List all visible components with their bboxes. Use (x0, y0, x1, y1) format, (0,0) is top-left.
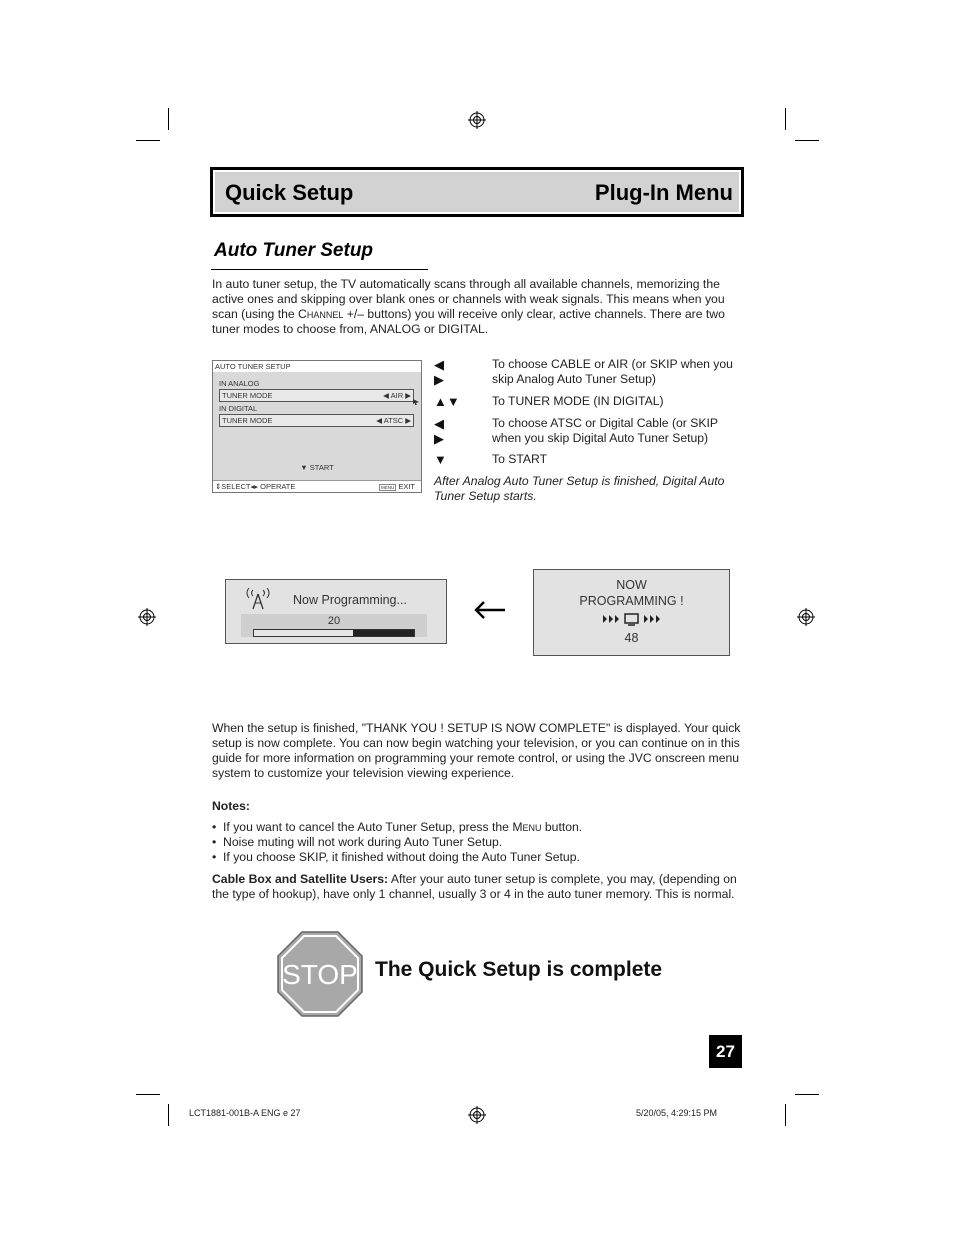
menu-word: Menu (512, 820, 542, 834)
progress-bar-fill (353, 630, 414, 636)
osd-digital-label: IN DIGITAL (219, 404, 258, 413)
antenna-icon (244, 588, 272, 610)
digital-programming-screen (225, 579, 447, 644)
after-analog-note: After Analog Auto Tuner Setup is finished, Digital Auto Tuner Setup starts. (434, 474, 725, 503)
intro-text: +/– buttons) you will receive only clear, active channels. There are two tuner modes to choose from, ANALOG or DIGITAL. (212, 307, 725, 336)
instruction-text: To START (492, 452, 548, 466)
osd-analog-label: IN ANALOG (219, 379, 260, 388)
osd-analog-value: ◀ AIR ▶ (383, 391, 411, 400)
section-divider (211, 269, 428, 270)
page-header (210, 167, 744, 217)
updown-arrow-icon: ⇕ (215, 482, 222, 491)
auto-tuner-osd (212, 360, 422, 493)
now-label: NOW (616, 578, 647, 592)
crop-mark (136, 140, 160, 141)
footer-left: LCT1881-001B-A ENG e 27 (189, 1108, 301, 1118)
crop-mark (785, 1104, 786, 1126)
note-item: • If you choose SKIP, it finished without doing the Auto Tuner Setup. (212, 850, 580, 864)
instruction-text: To TUNER MODE (IN DIGITAL) (492, 394, 664, 408)
registration-mark-icon (797, 608, 815, 626)
analog-channel-number: 48 (624, 631, 639, 645)
cable-satellite-note (212, 872, 744, 902)
progress-bar (253, 629, 415, 637)
osd-start-label: START (309, 463, 334, 472)
programming-label: PROGRAMMING ! (579, 594, 684, 608)
osd-digital-tuner-row[interactable] (219, 414, 414, 427)
cable-note-label: Cable Box and Satellite Users: (212, 872, 389, 886)
registration-mark-icon (468, 1106, 486, 1124)
crop-mark (795, 140, 819, 141)
instruction-text: To choose CABLE or AIR (or SKIP when you skip Analog Auto Tuner Setup) (492, 357, 733, 386)
osd-title: AUTO TUNER SETUP (213, 361, 421, 372)
osd-exit-label: EXIT (398, 482, 415, 491)
left-arrow-icon (474, 600, 506, 620)
instruction-text: To choose ATSC or Digital Cable (or SKIP when you skip Digital Auto Tuner Setup) (492, 416, 718, 445)
osd-digital-value: ◀ ATSC ▶ (376, 416, 411, 425)
stop-sign-text: STOP (282, 959, 358, 990)
complete-paragraph: When the setup is finished, "THANK YOU ! SETUP IS NOW COMPLETE" is displayed. Your quick setup is now complete. You can now begin watching your television, or you can continue on in this guide for more information on programming your remote control, or using the JVC onscreen menu system to customize your television viewing experience. (212, 721, 741, 780)
left-right-arrow-icon: ◀ ▶ (434, 416, 444, 446)
osd-analog-value-text: AIR (390, 391, 404, 400)
cable-note-text: After your auto tuner setup is complete, you may, (depending on the type of hookup), have only 1 channel, usually 3 or 4 in the auto tuner memory. This is normal. (212, 872, 737, 901)
programming-panel (241, 614, 427, 637)
crop-mark (136, 1094, 160, 1095)
osd-start[interactable]: ▼ START (300, 463, 334, 472)
intro-text: In auto tuner setup, the TV automatically scans through all available channels, memorizing the active ones and skipping over blank ones or channels with weak signals. This means when you scan (using the (212, 277, 725, 321)
osd-tuner-mode-label: TUNER MODE (222, 391, 273, 400)
note-item: • If you want to cancel the Auto Tuner Setup, press the Menu button. (212, 820, 583, 834)
registration-mark-icon (468, 111, 486, 129)
osd-digital-value-text: ATSC (383, 416, 404, 425)
osd-analog-tuner-row[interactable] (219, 389, 414, 402)
header-left-title: Quick Setup (225, 180, 354, 205)
analog-programming-screen (533, 569, 730, 656)
notes-list (212, 820, 744, 865)
crop-mark (168, 108, 169, 130)
up-down-arrow-icon: ▲▼ (434, 394, 460, 409)
now-programming-label: Now Programming... (293, 593, 407, 607)
registration-mark-icon (138, 608, 156, 626)
menu-button-icon: MENU (380, 484, 395, 490)
osd-select-label: SELECT (221, 482, 251, 491)
left-right-arrow-icon: ◀ ▶ (434, 357, 444, 387)
header-right-title: Plug-In Menu (594, 180, 733, 205)
footer-right: 5/20/05, 4:29:15 PM (636, 1108, 718, 1118)
crop-mark (795, 1094, 819, 1095)
stop-sign-icon (277, 931, 363, 1017)
notes-heading: Notes: (212, 799, 250, 813)
cursor-icon (412, 398, 420, 406)
crop-mark (168, 1104, 169, 1126)
section-title: Auto Tuner Setup (214, 240, 374, 261)
note-text: button. (541, 820, 583, 834)
osd-footer (213, 480, 421, 492)
leftright-arrow-icon: ◂▸ (250, 482, 259, 491)
channel-word: Channel (298, 307, 344, 321)
osd-tuner-mode-label: TUNER MODE (222, 416, 273, 425)
digital-channel-number: 20 (327, 615, 341, 627)
down-arrow-icon: ▼ (434, 452, 447, 467)
quick-setup-complete-heading: The Quick Setup is complete (375, 958, 663, 981)
intro-paragraph (212, 277, 744, 337)
note-item: • Noise muting will not work during Auto Tuner Setup. (212, 835, 503, 849)
osd-operate-label: OPERATE (260, 482, 296, 491)
page-number: 27 (709, 1035, 742, 1068)
note-text: If you want to cancel the Auto Tuner Setup, press the (223, 820, 513, 834)
note-text: Noise muting will not work during Auto Tuner Setup. (223, 835, 503, 849)
note-text: If you choose SKIP, it finished without doing the Auto Tuner Setup. (223, 850, 580, 864)
crop-mark (785, 108, 786, 130)
tv-scan-icon (601, 612, 663, 626)
